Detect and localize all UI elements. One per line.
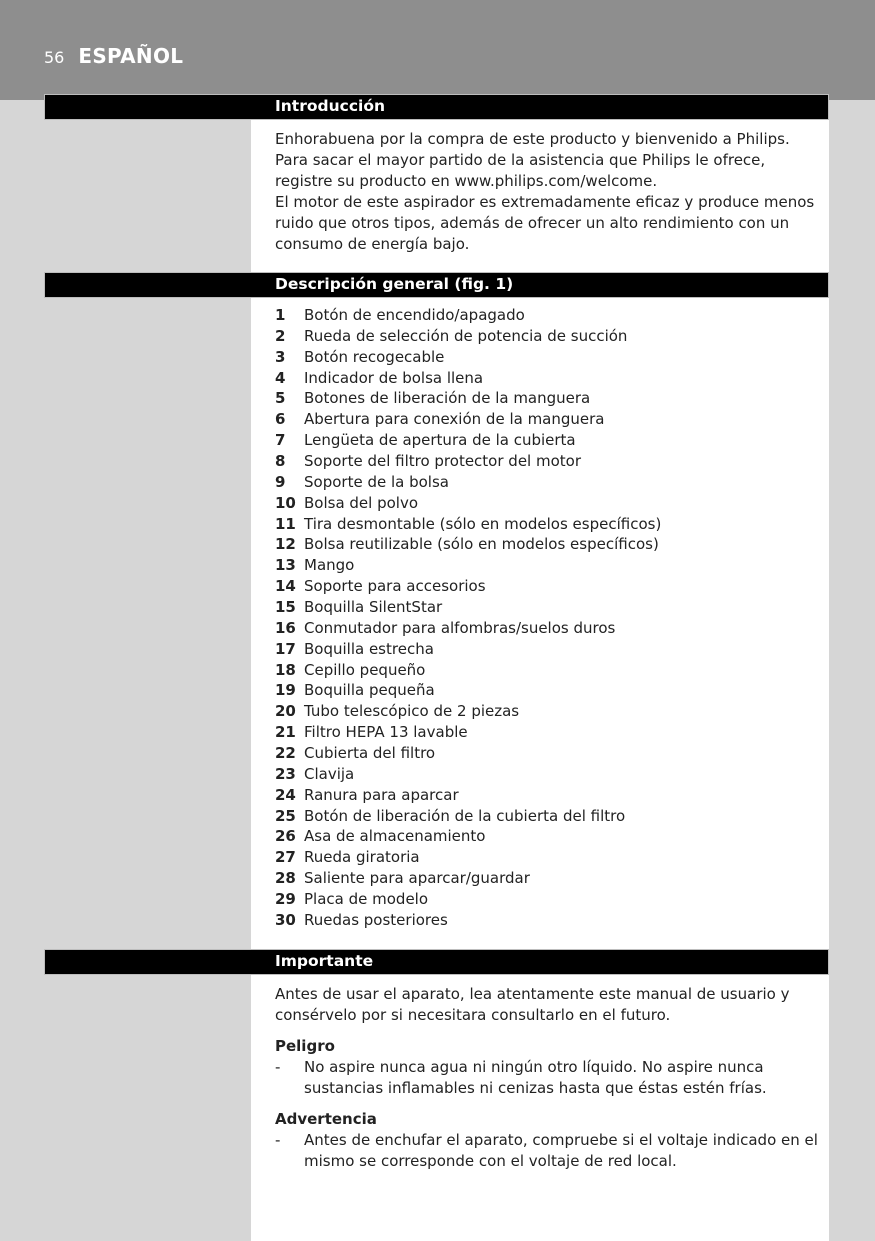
list-item bbox=[275, 660, 825, 681]
list-item bbox=[275, 785, 825, 806]
list-item bbox=[275, 868, 825, 889]
list-item bbox=[275, 680, 825, 701]
item-number: 9 bbox=[275, 472, 286, 491]
list-item bbox=[275, 326, 825, 347]
list-item bbox=[275, 472, 825, 493]
danger-text: No aspire nunca agua ni ningún otro líquido. No aspire nunca sustancias inflamables ni cenizas hasta que éstas estén frías. bbox=[304, 1058, 767, 1097]
item-number: 15 bbox=[275, 598, 296, 617]
item-label: Lengüeta de apertura de la cubierta bbox=[304, 431, 576, 450]
item-number: 2 bbox=[275, 326, 286, 345]
item-number: 1 bbox=[275, 306, 286, 324]
item-label: Boquilla estrecha bbox=[304, 639, 434, 658]
item-label: Bolsa del polvo bbox=[304, 493, 419, 512]
language-title: ESPAÑOL bbox=[78, 44, 184, 68]
item-label: Mango bbox=[304, 556, 355, 575]
item-label: Filtro HEPA 13 lavable bbox=[304, 723, 468, 742]
list-item bbox=[275, 889, 825, 910]
item-label: Tubo telescópico de 2 piezas bbox=[304, 702, 520, 721]
item-label: Tira desmontable (sólo en modelos específicos) bbox=[304, 514, 662, 533]
warning-item bbox=[275, 1130, 820, 1172]
list-item bbox=[275, 639, 825, 660]
item-number: 7 bbox=[275, 431, 286, 450]
warning-title: Advertencia bbox=[275, 1110, 377, 1128]
item-label: Cubierta del filtro bbox=[304, 744, 436, 763]
item-number: 10 bbox=[275, 493, 296, 512]
list-item bbox=[275, 847, 825, 868]
page-number: 56 bbox=[44, 48, 65, 67]
item-number: 28 bbox=[275, 869, 296, 888]
section-title: Introducción bbox=[275, 97, 386, 115]
item-label: Boquilla pequeña bbox=[304, 681, 435, 700]
list-item bbox=[275, 368, 825, 389]
item-label: Botón de liberación de la cubierta del filtro bbox=[304, 806, 626, 825]
item-number: 16 bbox=[275, 618, 296, 637]
section-title: Importante bbox=[275, 952, 374, 970]
item-label: Botón recogecable bbox=[304, 347, 445, 366]
item-label: Ranura para aparcar bbox=[304, 785, 459, 804]
list-item bbox=[275, 576, 825, 597]
list-item bbox=[275, 347, 825, 368]
item-label: Rueda de selección de potencia de succión bbox=[304, 326, 628, 345]
item-label: Botones de liberación de la manguera bbox=[304, 389, 591, 408]
warning-text: Antes de enchufar el aparato, compruebe si el voltaje indicado en el mismo se corresponde con el voltaje de red local. bbox=[304, 1131, 818, 1170]
danger-title: Peligro bbox=[275, 1037, 335, 1055]
list-item bbox=[275, 806, 825, 827]
item-number: 11 bbox=[275, 514, 296, 533]
list-item bbox=[275, 722, 825, 743]
item-label: Boquilla SilentStar bbox=[304, 598, 443, 617]
important-intro: Antes de usar el aparato, lea atentamente este manual de usuario y consérvelo por si necesitara consultarlo en el futuro. bbox=[275, 985, 790, 1024]
list-item bbox=[275, 618, 825, 639]
item-number: 8 bbox=[275, 452, 286, 471]
item-label: Bolsa reutilizable (sólo en modelos específicos) bbox=[304, 535, 659, 554]
item-number: 14 bbox=[275, 577, 296, 596]
item-label: Clavija bbox=[304, 764, 355, 783]
list-item bbox=[275, 701, 825, 722]
item-number: 17 bbox=[275, 639, 296, 658]
item-label: Soporte del filtro protector del motor bbox=[304, 452, 581, 471]
list-item bbox=[275, 764, 825, 785]
bullet-dash: - bbox=[275, 1131, 281, 1149]
right-margin-band bbox=[829, 100, 875, 1241]
bullet-dash: - bbox=[275, 1058, 281, 1076]
item-number: 20 bbox=[275, 702, 296, 721]
item-number: 23 bbox=[275, 764, 296, 783]
list-item bbox=[275, 388, 825, 409]
list-item bbox=[275, 493, 825, 514]
item-label: Conmutador para alfombras/suelos duros bbox=[304, 618, 616, 637]
item-number: 30 bbox=[275, 910, 296, 929]
list-item bbox=[275, 451, 825, 472]
important-text bbox=[275, 984, 820, 1172]
item-label: Abertura para conexión de la manguera bbox=[304, 410, 605, 429]
item-number: 27 bbox=[275, 848, 296, 867]
intro-paragraph: El motor de este aspirador es extremadamente eficaz y produce menos ruido que otros tipos, además de ofrecer un alto rendimiento con un consumo de energía bajo. bbox=[275, 193, 815, 253]
list-item bbox=[275, 534, 825, 555]
list-item bbox=[275, 514, 825, 535]
parts-list bbox=[275, 305, 825, 931]
item-number: 29 bbox=[275, 890, 296, 909]
item-number: 5 bbox=[275, 389, 286, 408]
section-header-important bbox=[44, 949, 829, 975]
section-header-intro bbox=[44, 94, 829, 120]
item-number: 13 bbox=[275, 556, 296, 575]
intro-text bbox=[275, 129, 820, 255]
item-number: 4 bbox=[275, 368, 286, 387]
list-item bbox=[275, 743, 825, 764]
list-item bbox=[275, 409, 825, 430]
item-label: Soporte de la bolsa bbox=[304, 472, 449, 491]
item-label: Soporte para accesorios bbox=[304, 577, 486, 596]
item-number: 12 bbox=[275, 535, 296, 554]
item-label: Cepillo pequeño bbox=[304, 660, 426, 679]
item-label: Indicador de bolsa llena bbox=[304, 368, 484, 387]
item-number: 25 bbox=[275, 806, 296, 825]
intro-paragraph: Enhorabuena por la compra de este producto y bienvenido a Philips. Para sacar el mayor partido de la asistencia que Philips le ofrece, registre su producto en www.philips.com/welcome. bbox=[275, 130, 790, 190]
item-number: 24 bbox=[275, 785, 296, 804]
list-item bbox=[275, 430, 825, 451]
item-label: Placa de modelo bbox=[304, 890, 429, 909]
list-item bbox=[275, 910, 825, 931]
section-title: Descripción general (fig. 1) bbox=[275, 275, 514, 293]
list-item bbox=[275, 597, 825, 618]
item-number: 19 bbox=[275, 681, 296, 700]
list-item bbox=[275, 826, 825, 847]
item-label: Rueda giratoria bbox=[304, 848, 420, 867]
item-number: 3 bbox=[275, 347, 286, 366]
item-number: 18 bbox=[275, 660, 296, 679]
item-label: Saliente para aparcar/guardar bbox=[304, 869, 530, 888]
item-number: 21 bbox=[275, 723, 296, 742]
item-label: Asa de almacenamiento bbox=[304, 827, 486, 846]
item-label: Botón de encendido/apagado bbox=[304, 306, 525, 324]
list-item bbox=[275, 555, 825, 576]
item-number: 6 bbox=[275, 410, 286, 429]
list-item bbox=[275, 305, 825, 326]
section-header-overview bbox=[44, 272, 829, 298]
item-number: 26 bbox=[275, 827, 296, 846]
page-header bbox=[44, 44, 183, 68]
danger-item bbox=[275, 1057, 820, 1099]
item-label: Ruedas posteriores bbox=[304, 910, 448, 929]
item-number: 22 bbox=[275, 744, 296, 763]
